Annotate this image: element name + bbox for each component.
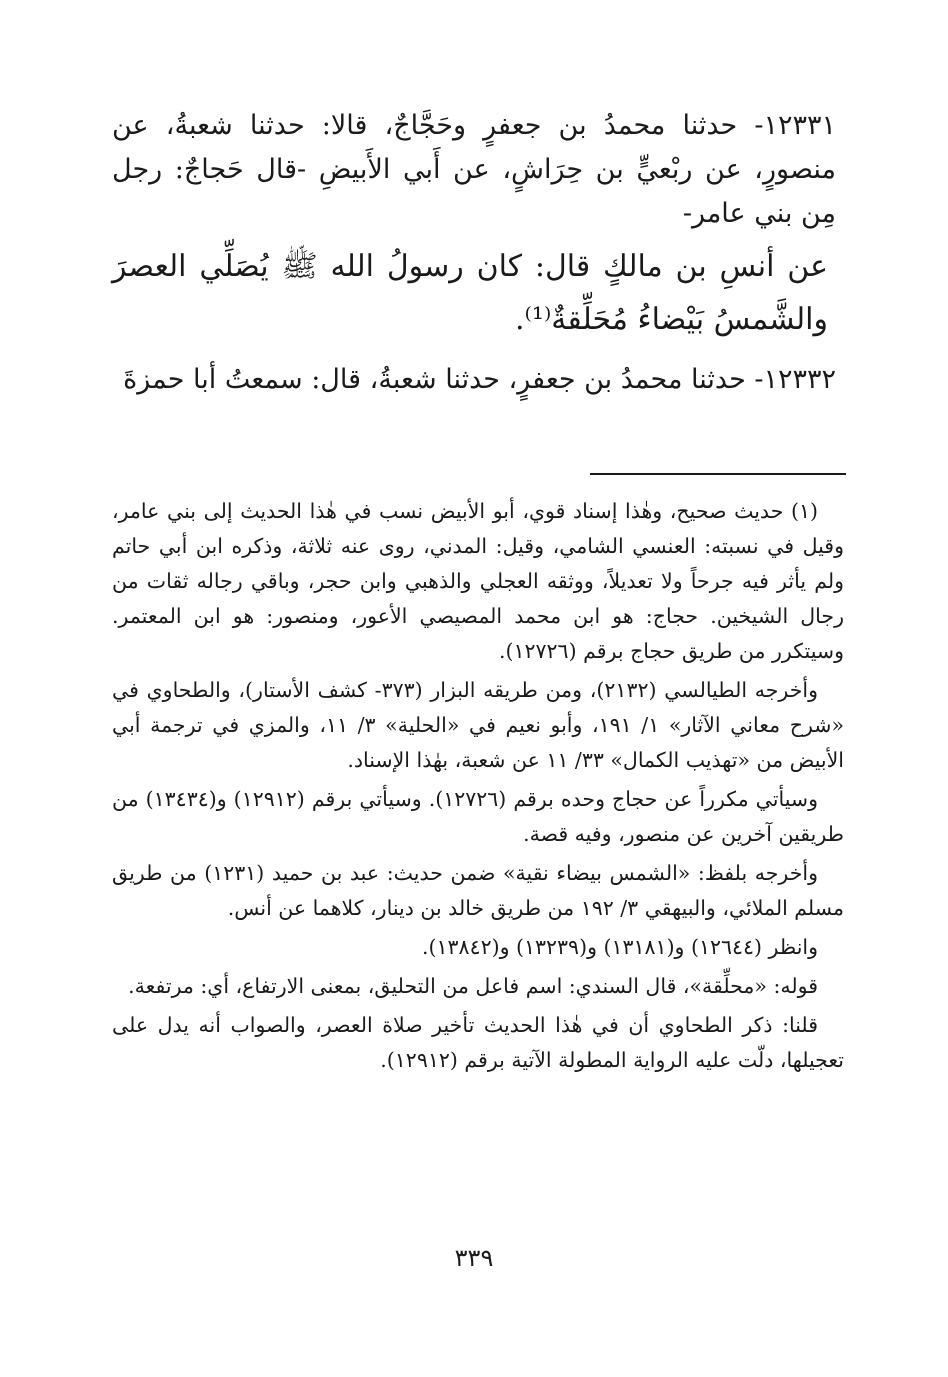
footnote-paragraph: وأخرجه بلفظ: «الشمس بيضاء نقية» ضمن حديث: عبد بن حميد (١٢٣١) من طريق مسلم الملائي، والبيهقي ٣/ ١٩٢ من طريق خالد بن دينار، كلاهما عن أنس. bbox=[112, 861, 844, 920]
footnote-paragraph: قوله: «محلِّقة»، قال السندي: اسم فاعل من التحليق، بمعنى الارتفاع، أي: مرتفعة. bbox=[128, 974, 818, 998]
main-text bbox=[112, 104, 836, 402]
hadith-12332-isnad: ١٢٣٣٢- حدثنا محمدُ بن جعفرٍ، حدثنا شعبةُ، قال: سمعتُ أبا حمزةَ bbox=[123, 364, 836, 395]
footnote-1: (١) حديث صحيح، وهٰذا إسناد قوي، أبو الأبيض نسب في هٰذا الحديث إلى بني عامر، وقيل في نسبته: العنسي الشامي، وقيل: المدني، روى عنه ثلاثة، وذكره ابن أبي حاتم ولم يأثر فيه جرحاً ولا تعديلاً، ووثقه العجلي والذهبي وابن حجر، وباقي رجاله ثقات من رجال الشيخين. حجاج: هو ابن محمد المصيصي الأعور، ومنصور: هو ابن المعتمر. وسيتكرر من طريق حجاج برقم (١٢٧٢٦). bbox=[112, 499, 844, 663]
footnote-paragraph: قلنا: ذكر الطحاوي أن في هٰذا الحديث تأخير صلاة العصر، والصواب أنه يدل على تعجيلها، دلّت عليه الرواية المطولة الآتية برقم (١٢٩١٢). bbox=[112, 1013, 844, 1072]
footnotes bbox=[112, 494, 844, 1082]
page-number: ٣٣٩ bbox=[454, 1244, 494, 1272]
footnote-paragraph: وسيأتي مكرراً عن حجاج وحده برقم (١٢٧٢٦). وسيأتي برقم (١٢٩١٢) و(١٣٤٣٤) من طريقين آخرين عن منصور، وفيه قصة. bbox=[112, 787, 844, 846]
hadith-12331-matn: عن أنسِ بن مالكٍ قال: كان رسولُ الله ﷺ يُصَلِّي العصرَ والشَّمسُ بَيْضاءُ مُحَلِّقةٌ⁽¹⁾. bbox=[112, 249, 828, 337]
footnote-paragraph: وأخرجه الطيالسي (٢١٣٢)، ومن طريقه البزار (٣٧٣- كشف الأستار)، والطحاوي في «شرح معاني الآثار» ١/ ١٩١، وأبو نعيم في «الحلية» ٣/ ١١، والمزي في ترجمة أبي الأبيض من «تهذيب الكمال» ٣٣/ ١١ عن شعبة، بهٰذا الإسناد. bbox=[112, 678, 844, 772]
hadith-12331-isnad: ١٢٣٣١- حدثنا محمدُ بن جعفرٍ وحَجَّاجٌ، قالا: حدثنا شعبةُ، عن منصورٍ، عن ربْعيٍّ بن حِرَاشٍ، عن أَبي الأَبيضِ -قال حَجاجٌ: رجل مِن بني عامر- bbox=[112, 110, 836, 229]
footnote-paragraph: وانظر (١٢٦٤٤) و(١٣١٨١) و(١٣٢٣٩) و(١٣٨٤٢). bbox=[422, 935, 818, 959]
footnote-separator bbox=[590, 473, 846, 475]
